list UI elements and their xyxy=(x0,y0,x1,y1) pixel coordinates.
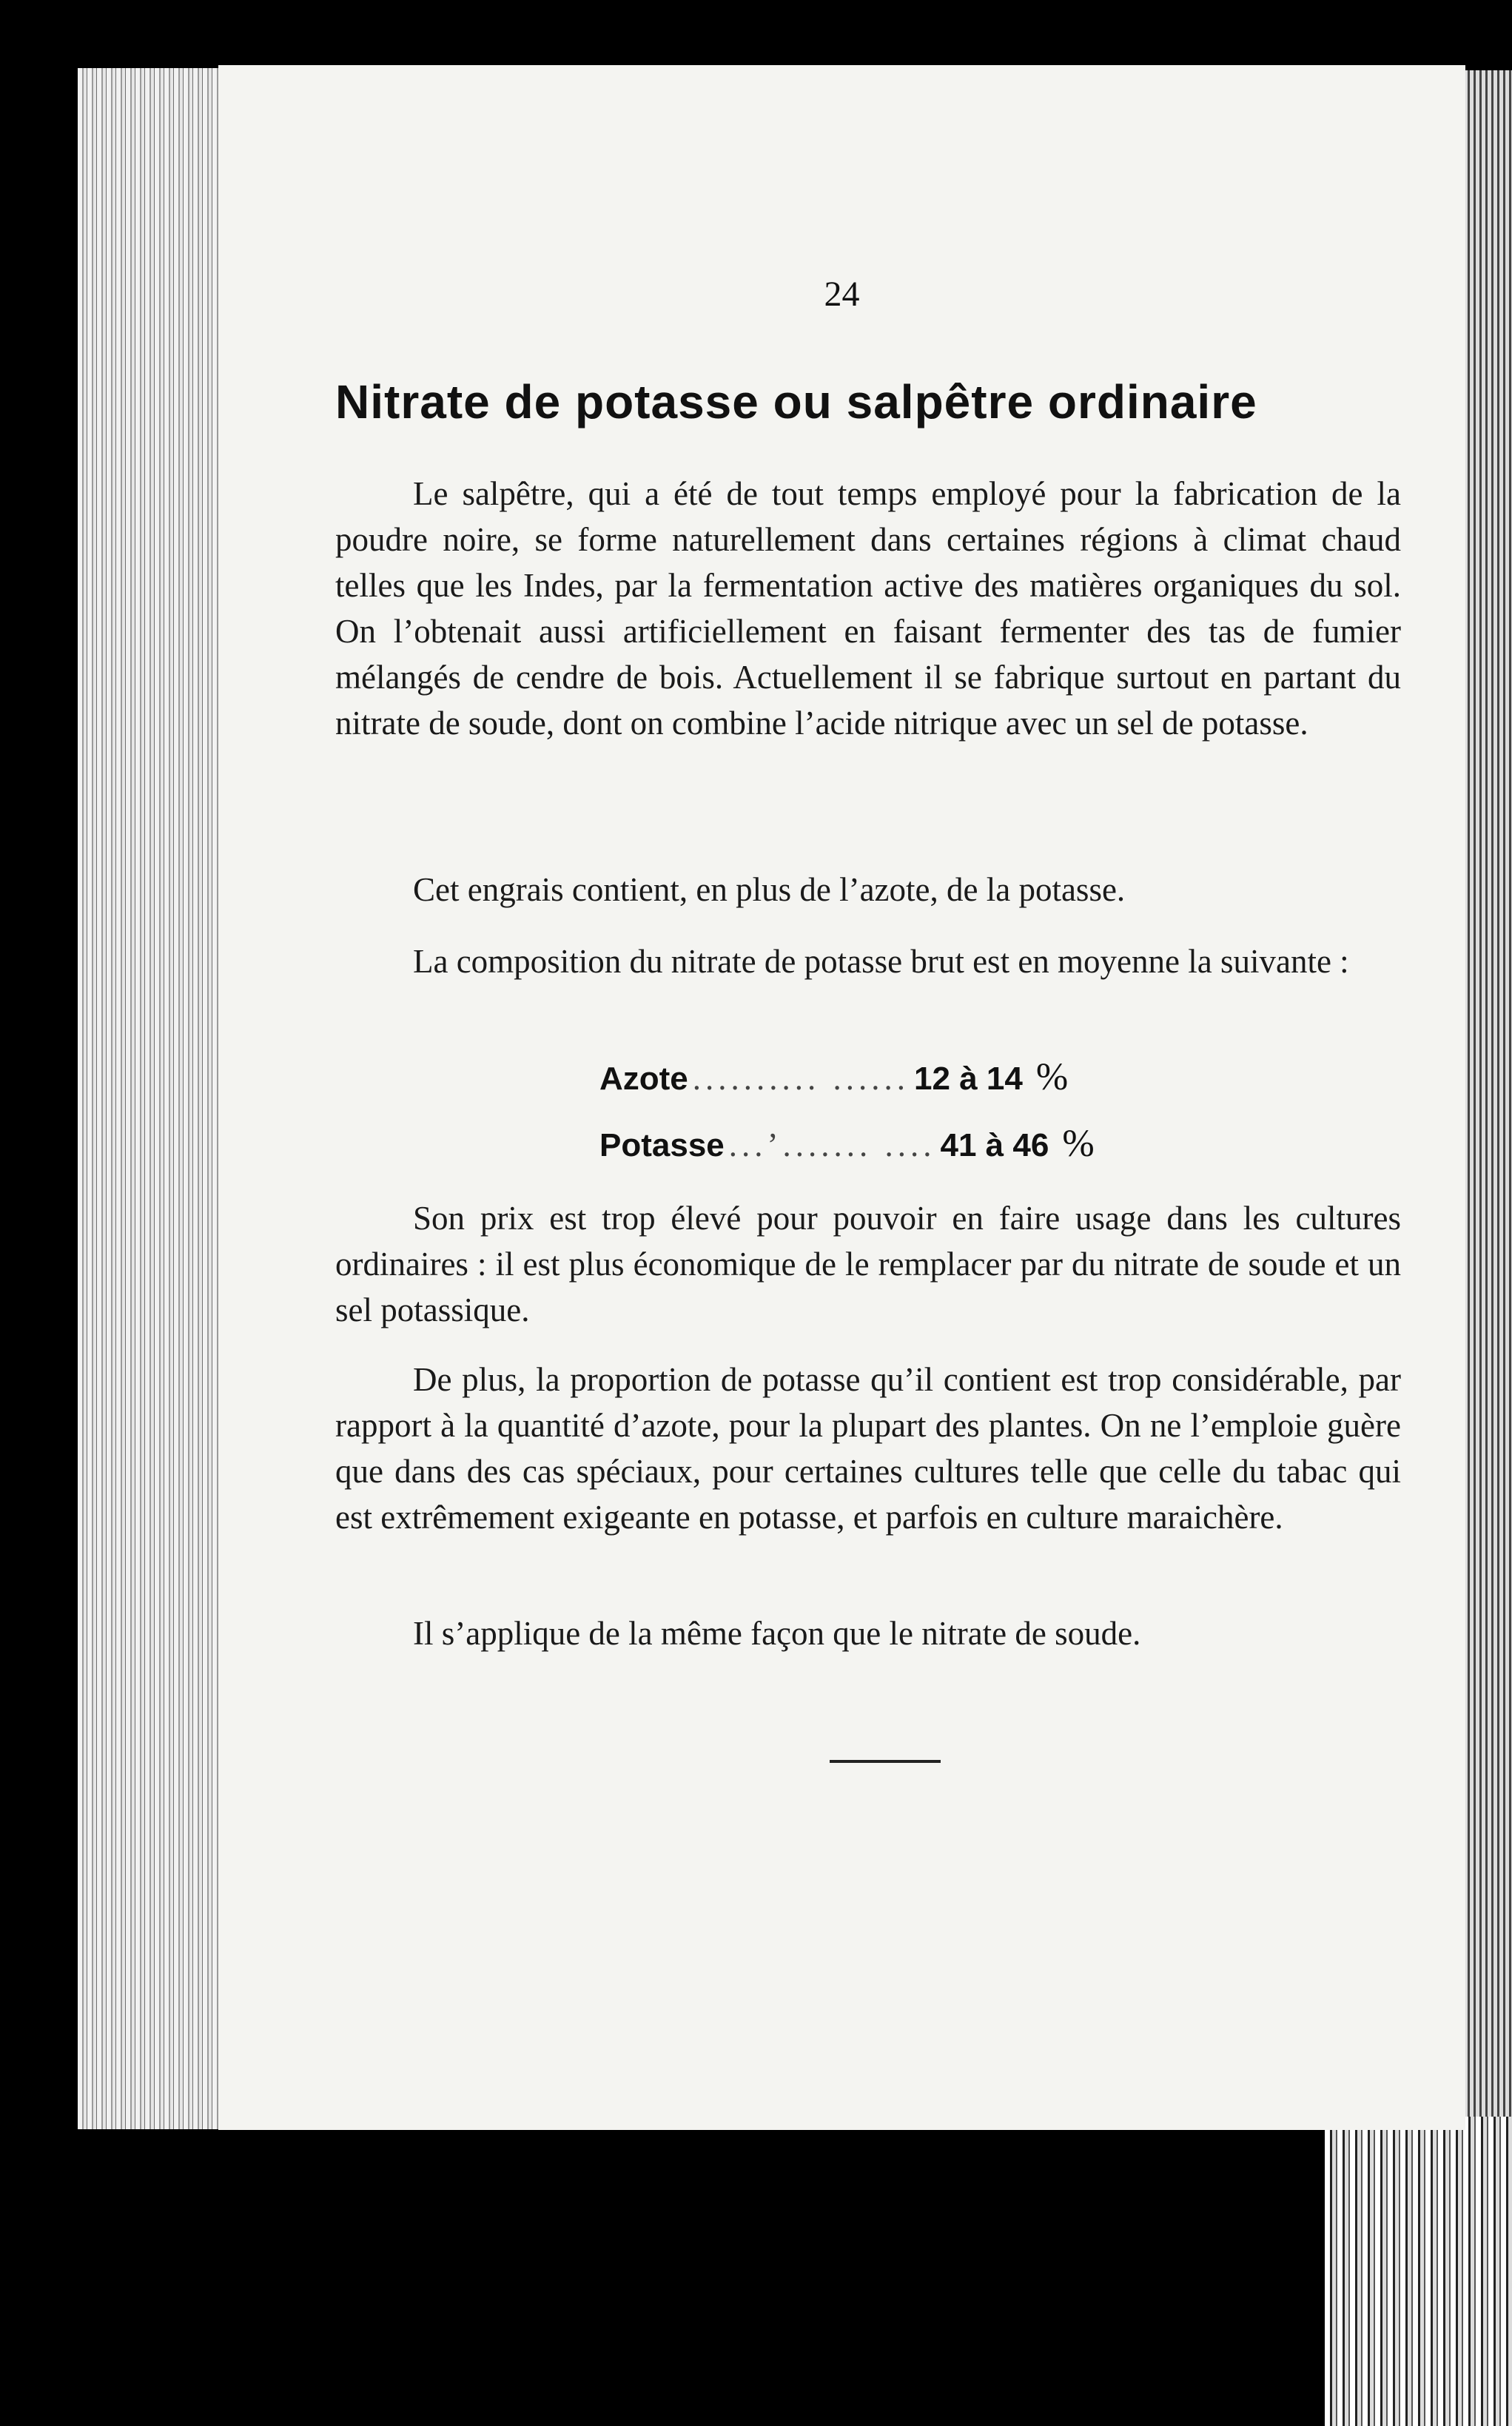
composition-label: Potasse xyxy=(599,1127,725,1163)
paragraph-text: De plus, la proportion de potasse qu’il contient est trop considérable, par rapport à la quantité d’azote, pour la plupart des plantes. On ne l’emploie guère que dans des cas spéciaux, pour certaines cultures telle que celle du tabac qui est extrêmement exigeante en potasse, et parfois en culture maraichère. xyxy=(335,1361,1401,1536)
book-page-edges-bottom xyxy=(1325,2117,1512,2426)
composition-value: 12 à 14 xyxy=(914,1061,1023,1097)
paragraph-6 xyxy=(335,1610,1401,1656)
scan-background xyxy=(0,2130,1325,2426)
book-page-edges-left xyxy=(78,68,222,2129)
paragraph-5 xyxy=(335,1357,1401,1540)
paragraph-text: Le salpêtre, qui a été de tout temps employé pour la fabrication de la poudre noire, se forme naturellement dans certaines régions à climat chaud telles que les Indes, par la fermentation active des matières organiques du sol. On l’obtenait aussi artificiellement en faisant fermenter des tas de fumier mélangés de cendre de bois. Actuellement il se fabrique surtout en partant du nitrate de soude, dont on combine l’acide nitrique avec un sel de potasse. xyxy=(335,475,1401,742)
composition-table xyxy=(599,1055,1266,1189)
paragraph-1 xyxy=(335,471,1401,746)
dot-leader: ...’....... .... xyxy=(728,1126,936,1163)
composition-unit: % xyxy=(1035,1056,1069,1098)
section-title: Nitrate de potasse ou salpêtre ordinaire xyxy=(335,375,1257,429)
paragraph-text: Il s’applique de la même façon que le nitrate de soude. xyxy=(413,1615,1141,1652)
composition-value: 41 à 46 xyxy=(940,1127,1049,1163)
paragraph-4 xyxy=(335,1195,1401,1333)
dot-leader: .......... ...... xyxy=(692,1060,910,1097)
book-page-edges-right xyxy=(1464,70,1512,2128)
composition-row-azote xyxy=(599,1055,1266,1122)
composition-label: Azote xyxy=(599,1061,688,1097)
paragraph-text: La composition du nitrate de potasse brut est en moyenne la suivante : xyxy=(413,943,1349,980)
composition-unit: % xyxy=(1062,1123,1095,1165)
paragraph-2 xyxy=(335,867,1401,913)
paragraph-text: Cet engrais contient, en plus de l’azote, de la potasse. xyxy=(413,871,1126,908)
book-page xyxy=(218,65,1465,2130)
section-divider xyxy=(830,1760,941,1763)
paragraph-3 xyxy=(335,938,1401,984)
composition-row-potasse xyxy=(599,1122,1266,1189)
paragraph-text: Son prix est trop élevé pour pouvoir en faire usage dans les cultures ordinaires : il est plus économique de le remplacer par du nitrate de soude et un sel potassique. xyxy=(335,1200,1401,1328)
page-number: 24 xyxy=(824,275,860,314)
